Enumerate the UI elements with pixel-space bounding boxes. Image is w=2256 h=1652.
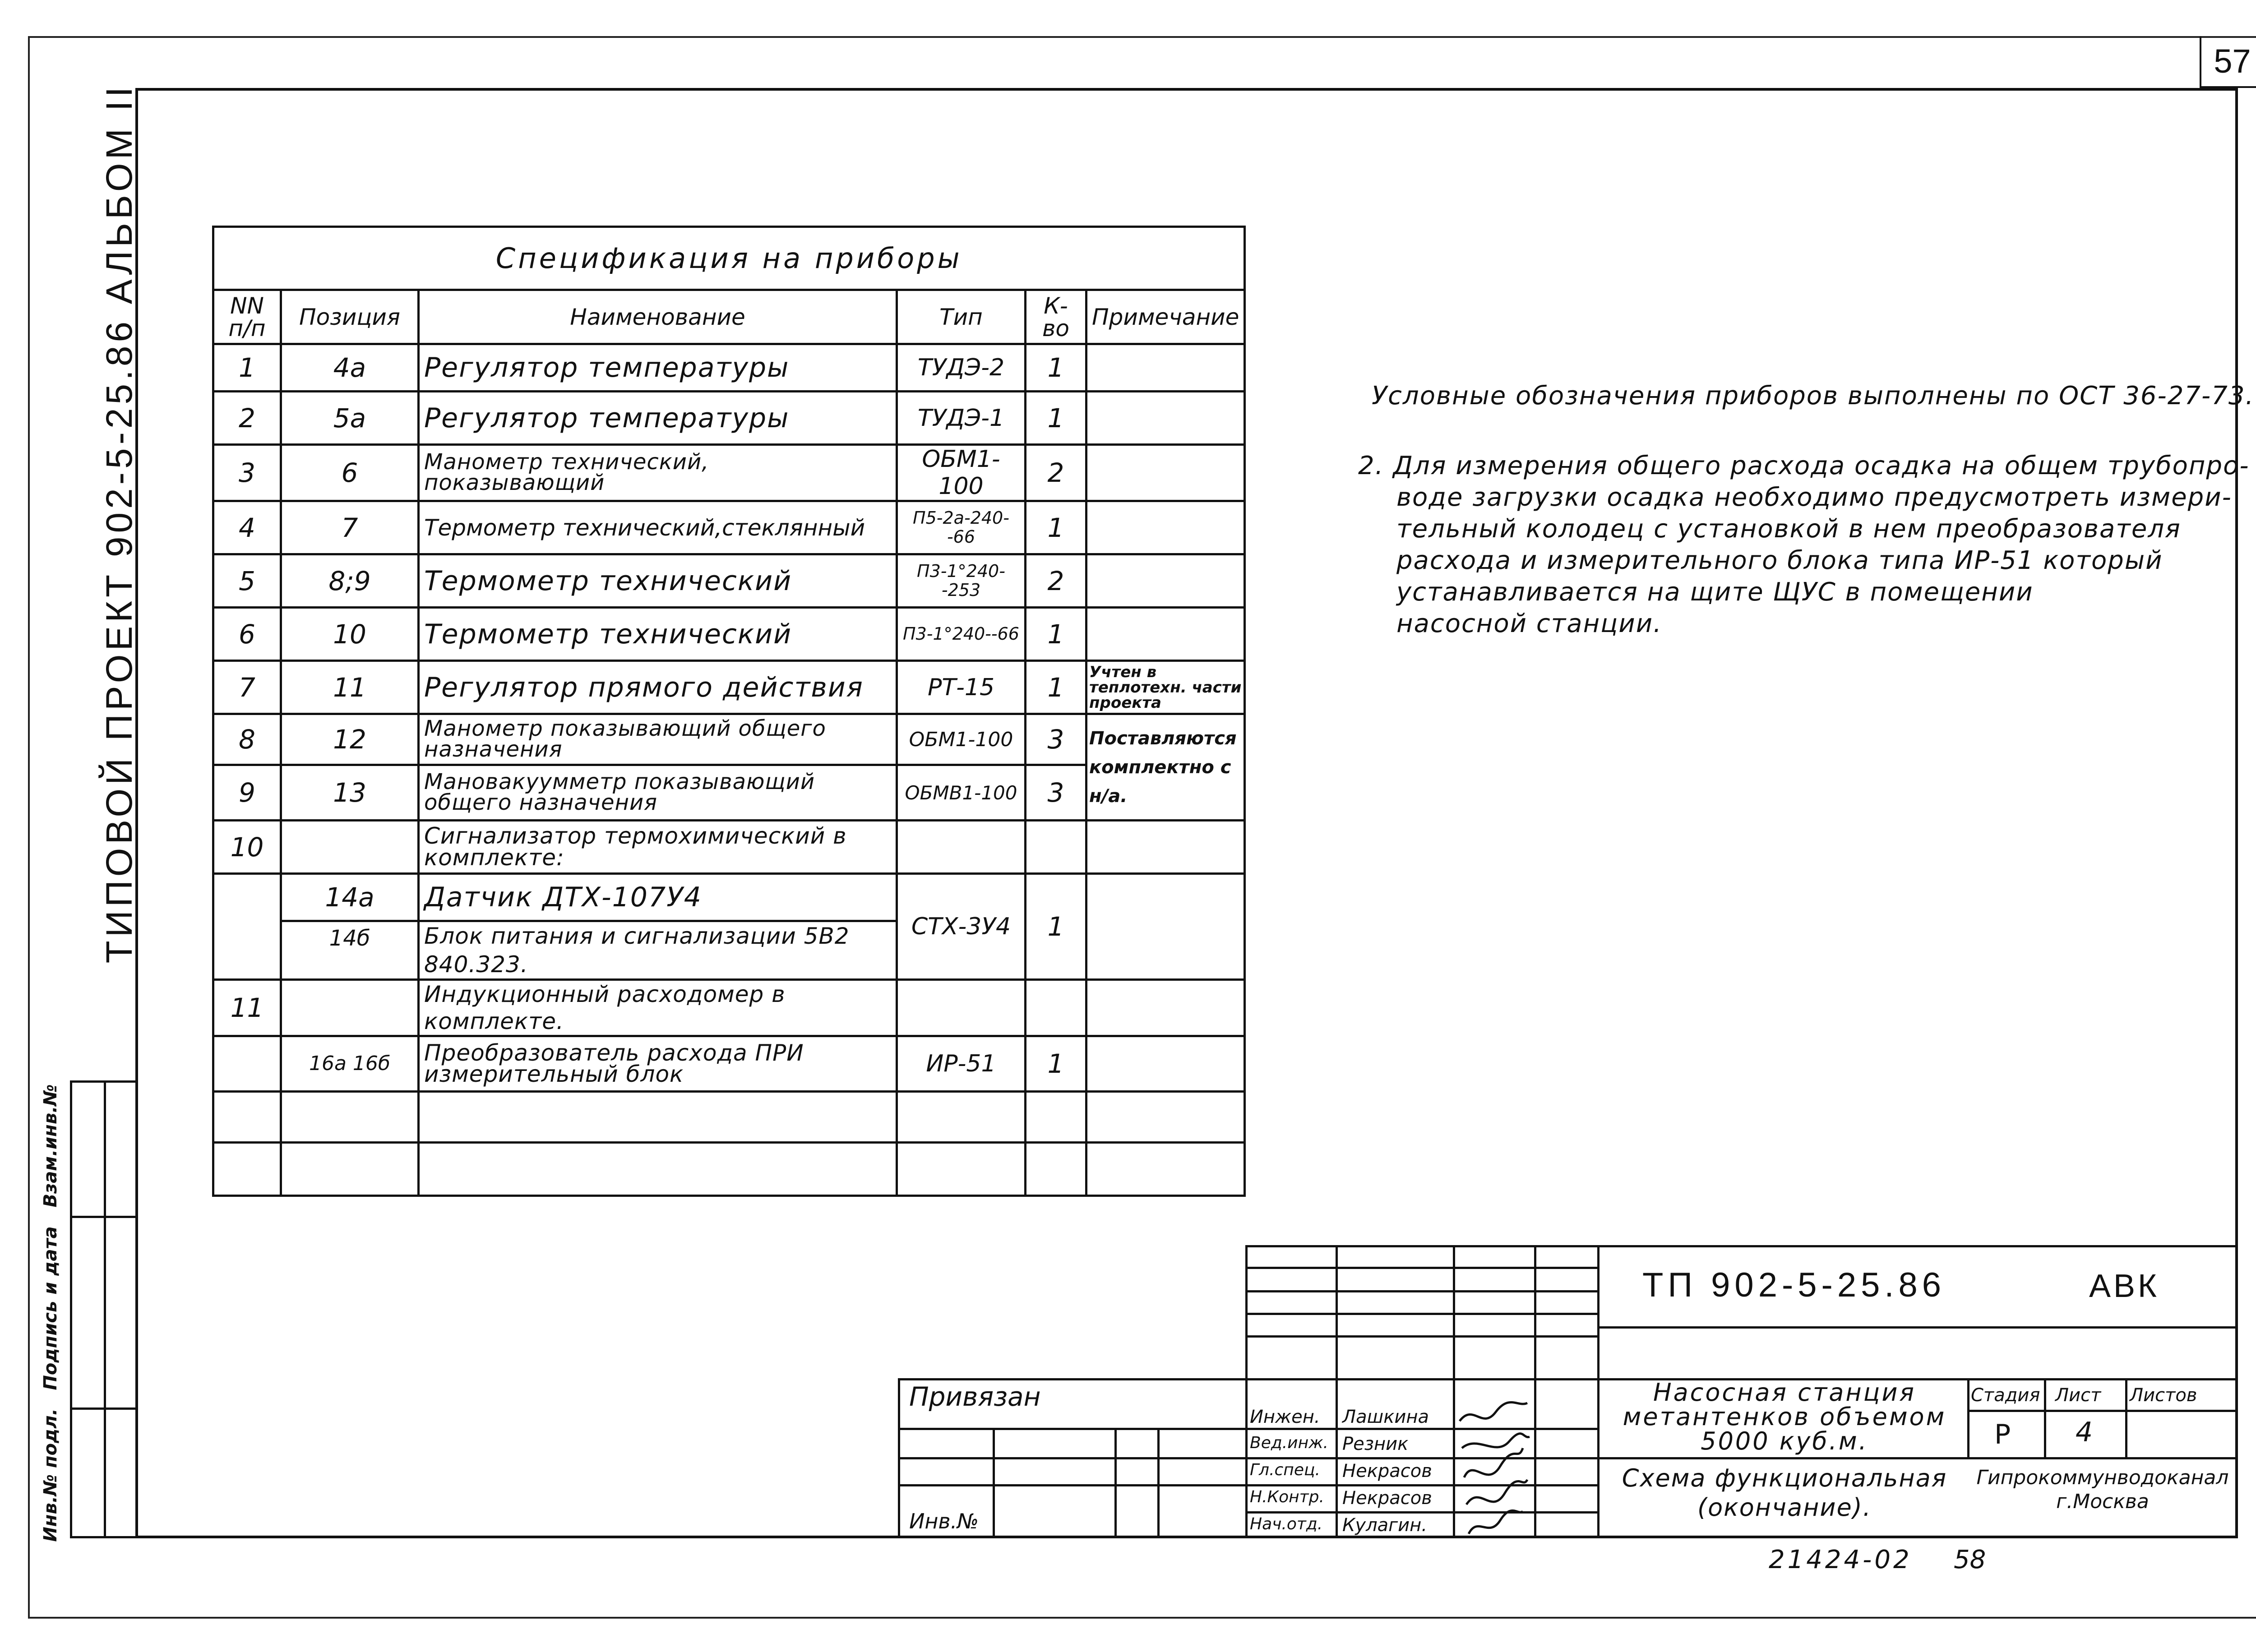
table-row: 7 11 Регулятор прямого действия РТ-15 1 Учтен в теплотехн. части проекта bbox=[213, 661, 1245, 714]
stamp-divider bbox=[104, 1083, 106, 1536]
header-position: Позиция bbox=[281, 290, 419, 344]
role-name: Резник bbox=[1342, 1434, 1409, 1454]
role-label: Нач.отд. bbox=[1250, 1515, 1323, 1533]
tb-rule bbox=[2125, 1378, 2127, 1457]
role-name: Некрасов bbox=[1342, 1461, 1432, 1481]
table-row: 1 4а Регулятор температуры ТУДЭ-2 1 bbox=[213, 344, 1245, 392]
table-row: 4 7 Термометр технический,стеклянный П5-2а-240--66 1 bbox=[213, 501, 1245, 554]
table-row: 11 Индукционный расходомер в комплекте. bbox=[213, 980, 1245, 1036]
table-row: 14б Блок питания и сигнализации 5В2 840.323. bbox=[213, 921, 1245, 980]
stamp-divider bbox=[72, 1216, 135, 1218]
tb-rule bbox=[993, 1428, 995, 1538]
privyazan-label: Привязан bbox=[909, 1381, 1041, 1412]
stamp-divider bbox=[72, 1407, 135, 1410]
stamp-vzam-inv: Взам.инв.№ bbox=[40, 1084, 61, 1208]
role-label: Гл.спец. bbox=[1250, 1461, 1320, 1479]
tb-rule bbox=[2044, 1378, 2046, 1457]
stage-label: Стадия bbox=[1971, 1385, 2040, 1406]
tb-rule bbox=[1157, 1428, 1160, 1538]
side-title: ТИПОВОЙ ПРОЕКТ 902-5-25.86 АЛЬБОМ II bbox=[99, 83, 140, 964]
table-row: 16а 16б Преобразователь расхода ПРИ измерительный блок ИР-51 1 bbox=[213, 1036, 1245, 1092]
spec-table bbox=[212, 226, 1246, 1197]
tb-rule bbox=[1245, 1245, 2238, 1247]
tb-rule bbox=[898, 1378, 2238, 1380]
tb-rule bbox=[1336, 1245, 1338, 1538]
table-row: 2 5а Регулятор температуры ТУДЭ-1 1 bbox=[213, 392, 1245, 445]
header-note: Примечание bbox=[1086, 290, 1245, 344]
inv-no-label: Инв.№ bbox=[909, 1509, 979, 1533]
signatures bbox=[1455, 1398, 1534, 1538]
table-row: 9 13 Мановакуумметр показывающий общего назначения ОБМВ1-100 3 bbox=[213, 765, 1245, 821]
header-num: NN п/п bbox=[213, 290, 281, 344]
table-row: 5 8;9 Термометр технический П3-1°240--253 2 bbox=[213, 554, 1245, 608]
doc-code: ТП 902-5-25.86 bbox=[1642, 1266, 1946, 1304]
note-p2-line: устанавливается на щите ЩУС в помещении bbox=[1396, 577, 2034, 607]
sheet-value: 4 bbox=[2076, 1417, 2093, 1448]
header-name: Наименование bbox=[419, 290, 897, 344]
sheets-label: Листов bbox=[2130, 1385, 2197, 1406]
sheet-title: Схема функциональная (окончание). bbox=[1622, 1464, 1947, 1522]
table-row: 3 6 Манометр технический, показывающий ОБМ1-100 2 bbox=[213, 445, 1245, 501]
tb-rule bbox=[1245, 1511, 1597, 1514]
tb-rule bbox=[1597, 1457, 2238, 1459]
note-p2-line: расхода и измерительного блока типа ИР-51 который bbox=[1396, 546, 2163, 575]
tb-rule bbox=[898, 1378, 900, 1538]
role-name: Некрасов bbox=[1342, 1488, 1432, 1509]
sheet-label: Лист bbox=[2055, 1385, 2101, 1406]
tb-rule bbox=[1245, 1290, 1597, 1292]
note-p2-line: 2. Для измерения общего расхода осадка на общем трубопро- bbox=[1358, 451, 2250, 480]
order-number: 21424-02 bbox=[1769, 1545, 1912, 1574]
tb-rule bbox=[1597, 1245, 1600, 1538]
tb-rule bbox=[1967, 1378, 1969, 1457]
header-qty: К-во bbox=[1026, 290, 1086, 344]
note-p2-line: воде загрузки осадка необходимо предусмотреть измери- bbox=[1396, 483, 2232, 512]
page-number: 58 bbox=[1954, 1545, 1986, 1574]
tb-rule bbox=[1245, 1313, 1597, 1315]
role-name: Кулагин. bbox=[1342, 1515, 1428, 1536]
tb-rule bbox=[1245, 1335, 1597, 1338]
sheet-number: 57 bbox=[2200, 36, 2256, 88]
table-row-empty bbox=[213, 1143, 1245, 1196]
table-row-empty bbox=[213, 1092, 1245, 1143]
note-p2-line: насосной станции. bbox=[1396, 609, 1662, 638]
role-label: Инжен. bbox=[1250, 1407, 1320, 1427]
role-label: Н.Контр. bbox=[1250, 1488, 1324, 1506]
table-row: 14а Датчик ДТХ-107У4 СТХ-3У4 1 bbox=[213, 874, 1245, 921]
project-title: Насосная станция метантенков объемом 5000 куб.м. bbox=[1623, 1378, 1946, 1455]
note-p2-line: тельный колодец с установкой в нем преобразователя bbox=[1396, 514, 2181, 544]
stamp-podpis-data: Подпись и дата bbox=[40, 1226, 61, 1390]
organization: Гипрокоммунводоканал г.Москва bbox=[1976, 1466, 2229, 1513]
header-type: Тип bbox=[897, 290, 1026, 344]
table-row: 6 10 Термометр технический П3-1°240--66 1 bbox=[213, 608, 1245, 661]
note-line-1: Условные обозначения приборов выполнены по ОСТ 36-27-73. bbox=[1372, 381, 2255, 411]
tb-rule bbox=[1114, 1428, 1117, 1538]
stamp-column bbox=[70, 1080, 135, 1538]
stamp-inv-podl: Инв.№ подл. bbox=[40, 1408, 61, 1542]
tb-rule bbox=[1967, 1410, 2238, 1412]
tb-rule bbox=[1245, 1267, 1597, 1269]
tb-rule bbox=[1534, 1245, 1536, 1538]
tb-rule bbox=[1597, 1326, 2238, 1329]
role-name: Лашкина bbox=[1342, 1407, 1429, 1427]
role-label: Вед.инж. bbox=[1250, 1434, 1328, 1452]
table-row: 10 Сигнализатор термохимический в комплекте: bbox=[213, 821, 1245, 874]
stage-value: Р bbox=[1994, 1419, 2011, 1450]
tb-rule bbox=[1245, 1245, 1248, 1538]
doc-mark: АВК bbox=[2089, 1268, 2159, 1304]
table-row: 8 12 Манометр показывающий общего назначения ОБМ1-100 3 Поставляются комплектно с н/а. bbox=[213, 714, 1245, 765]
spec-title: Спецификация на приборы bbox=[213, 227, 1245, 290]
